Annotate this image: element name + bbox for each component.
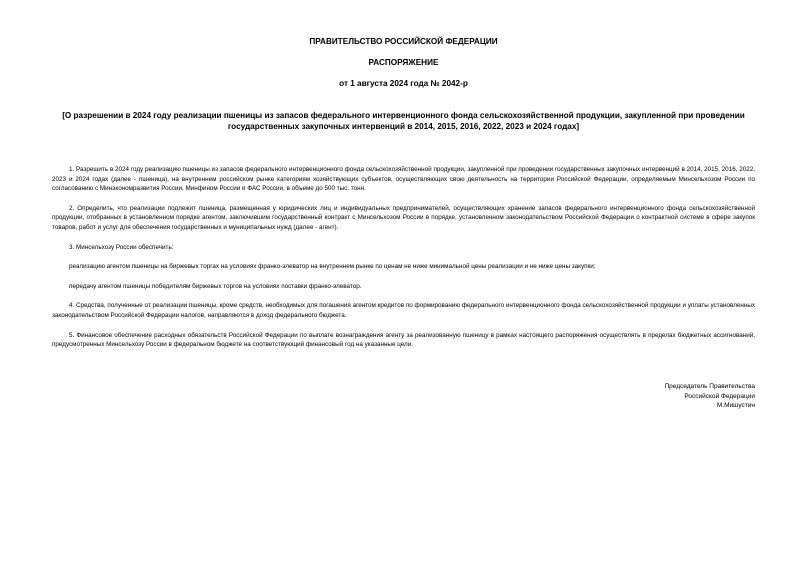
paragraph-3: 3. Минсельхозу России обеспечить: xyxy=(69,243,174,251)
document-body xyxy=(52,165,755,350)
paragraph-3-item-1: реализацию агентом пшеницы на биржевых торгах на условиях франко-элеватор на внутреннем рынке по ценам не ниже минимальной цены реализации и не ниже цены закупки; xyxy=(69,263,596,271)
document-date-number: от 1 августа 2024 года № 2042-р xyxy=(339,79,468,88)
paragraph-2: 2. Определить, что реализации подлежит пшеница, размещенная у юридических лиц и индивидуальных предпринимателей, осуществляющих хранение запасов федерального интервенционного фонда сельскохозяйственной продукции, отобранных в установленном порядке агентом, заключившим государственный контракт с Минсельхозом России в порядке, установленном законодательством Российской Федерации о контрактной системе в сфере закупок товаров, работ и услуг для обеспечения государственных и муниципальных нужд (далее - агент). xyxy=(52,204,755,231)
signature-block xyxy=(664,382,755,411)
paragraph-5: 5. Финансовое обеспечение расходных обязательств Российской Федерации по выплате вознаграждения агенту за реализованную пшеницу в рамках настоящего распоряжения осуществлять в пределах бюджетных ассигнований, предусмотренных Минсельхозу России в федеральном бюджете на соответствующий финансовый год на указанные цели. xyxy=(52,331,755,349)
paragraph-4: 4. Средства, полученные от реализации пшеницы, кроме средств, необходимых для погашения агентом кредитов по формированию федерального интервенционного фонда сельскохозяйственной продукции и уплаты установленных законодательством Российской Федерации налогов, направляются в доход федерального бюджета. xyxy=(52,302,755,319)
signature-name: М.Мишустин xyxy=(716,402,755,410)
government-heading: ПРАВИТЕЛЬСТВО РОССИЙСКОЙ ФЕДЕРАЦИИ xyxy=(309,37,498,46)
paragraph-3-item-2: передачу агентом пшеницы победителям биржевых торгов на условиях поставки франко-элеватор. xyxy=(69,282,362,290)
document-kind-heading: РАСПОРЯЖЕНИЕ xyxy=(368,58,439,67)
document-title: [О разрешении в 2024 году реализации пшеницы из запасов федерального интервенционного фонда сельскохозяйственной продукции, закупленной при проведении государственных закупочных интервенций в 2014, 2015, 2016, 2022, 2023 и 2024 годах] xyxy=(62,111,745,131)
paragraph-1: 1. Разрешить в 2024 году реализацию пшеницы из запасов федерального интервенционного фонда сельскохозяйственной продукции, закупленной при проведении государственных закупочных интервенций в 2014, 2015, 2016, 2022, 2023 и 2024 годах (далее - пшеница), на внутреннем российском рынке категориям хозяйствующих субъектов, осуществляющих свою деятельность на территории Российской Федерации, определяемым Минсельхозом России по согласованию с Минэкономразвития России, Минфином России и ФАС России, в объеме до 500 тыс. тонн. xyxy=(52,166,755,193)
signature-position-line2: Российской Федерации xyxy=(684,392,755,400)
signature-position-line1: Председатель Правительства xyxy=(664,383,755,390)
